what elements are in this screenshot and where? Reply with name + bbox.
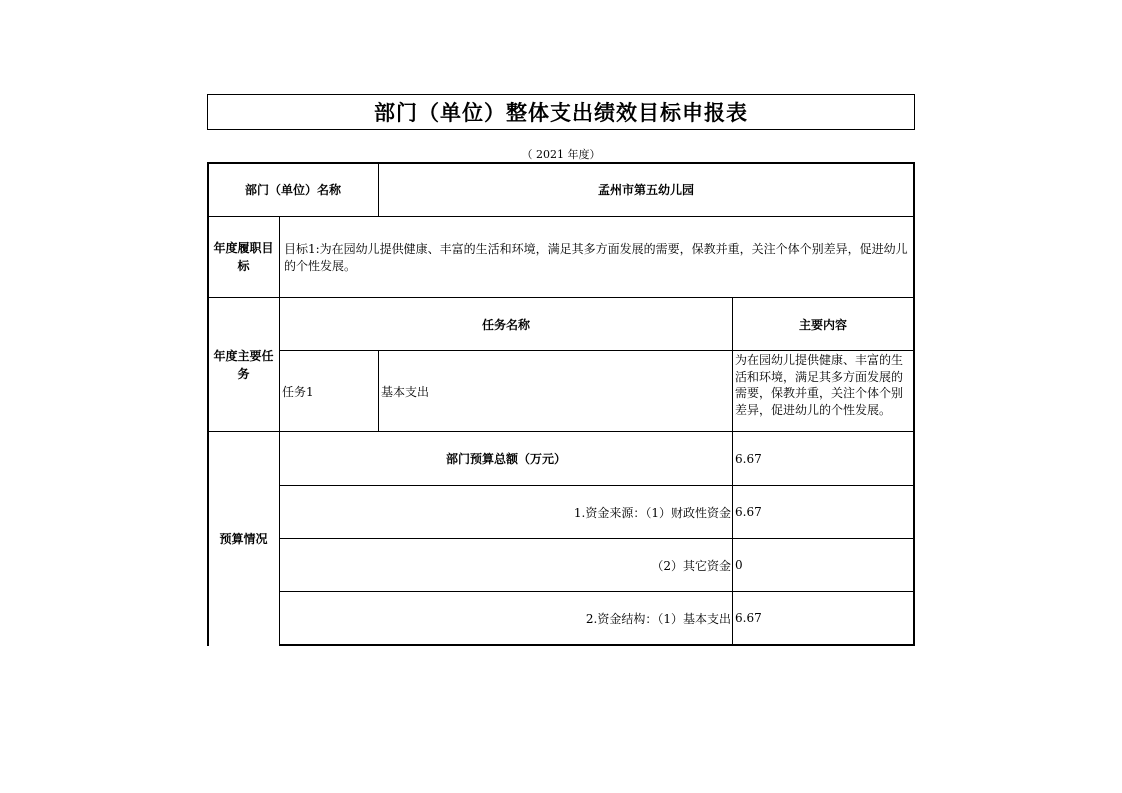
task-content: 为在园幼儿提供健康、丰富的生活和环境，满足其多方面发展的需要，保教并重，关注个体个别差异，促进幼儿的个性发展。 — [735, 353, 904, 417]
annual-goal-label: 年度履职目标 — [213, 241, 274, 273]
page-title: 部门（单位）整体支出绩效目标申报表 — [207, 94, 915, 130]
other-funds-value: 0 — [735, 558, 743, 572]
basic-expenditure-label: 2.资金结构：（1）基本支出 — [585, 611, 731, 626]
fiscal-funds-value: 6.67 — [735, 505, 762, 519]
budget-label: 预算情况 — [219, 532, 268, 546]
basic-expenditure-value: 6.67 — [735, 611, 762, 625]
other-funds-label: （2）其它资金 — [651, 558, 731, 573]
unit-name-label: 部门（单位）名称 — [244, 183, 341, 197]
budget-total-value: 6.67 — [735, 451, 762, 466]
task-name-header: 任务名称 — [481, 317, 530, 332]
task-content-header: 主要内容 — [798, 317, 847, 332]
year-label: （ 2021 年度） — [521, 148, 601, 161]
annual-tasks-label: 年度主要任务 — [213, 348, 274, 381]
budget-total-label: 部门预算总额（万元） — [445, 452, 566, 466]
task-name: 基本支出 — [381, 384, 430, 399]
fiscal-funds-label: 1.资金来源：（1）财政性资金 — [573, 505, 731, 520]
task-id: 任务1 — [282, 384, 314, 399]
unit-name-value: 孟州市第五幼儿园 — [597, 183, 694, 197]
annual-goal-text: 目标1:为在园幼儿提供健康、丰富的生活和环境，满足其多方面发展的需要，保教并重，关注个体个别差异，促进幼儿的个性发展。 — [284, 242, 908, 273]
